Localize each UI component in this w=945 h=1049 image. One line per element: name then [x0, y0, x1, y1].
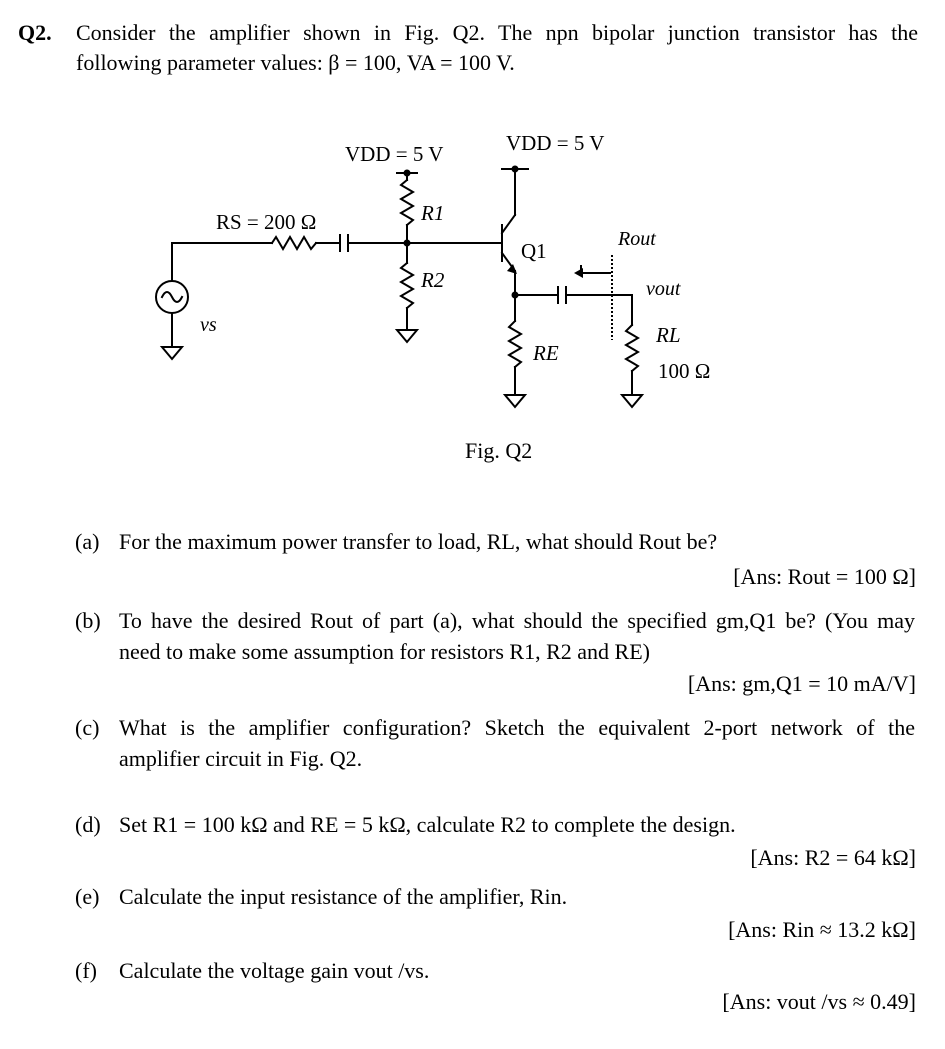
part-c-line-2: amplifier circuit in Fig. Q2.: [119, 746, 363, 771]
re-resistor-icon: [509, 321, 521, 367]
rl-resistor-icon: [626, 325, 638, 371]
part-c-label: (c): [75, 715, 100, 740]
part-b-answer: [Ans: gm,Q1 = 10 mA/V]: [687, 671, 916, 696]
part-e-label: (e): [75, 884, 100, 909]
emitter-arrowhead: [507, 264, 517, 274]
vdd2-label: VDD = 5 V: [506, 131, 605, 155]
ground-icon-re: [505, 395, 525, 407]
r1-resistor-icon: [401, 180, 413, 225]
rout-label: Rout: [618, 228, 656, 250]
vout-label: vout: [646, 278, 681, 300]
part-e-text: Calculate the input resistance of the amplifier, Rin.: [119, 884, 568, 909]
r2-resistor-icon: [401, 263, 413, 308]
question-text: [76, 18, 918, 78]
ground-icon-r2: [397, 330, 417, 342]
vs-label: vs: [200, 314, 217, 336]
part-f-answer: [Ans: vout /vs ≈ 0.49]: [722, 989, 916, 1014]
part-b-line-1: To have the desired Rout of part (a), what should the specified gm,Q1 be? (You may: [119, 608, 915, 633]
q1-label: Q1: [521, 239, 547, 263]
source-wave: [162, 292, 182, 302]
r1-label: R1: [421, 201, 445, 225]
node-dot-vdd2: [512, 166, 519, 173]
question-line-2: following parameter values: β = 100, VA = 100 V.: [76, 50, 515, 75]
part-d-answer: [Ans: R2 = 64 kΩ]: [750, 845, 916, 870]
ground-icon-rl: [622, 395, 642, 407]
collector-stub: [502, 215, 515, 233]
part-e-answer: [Ans: Rin ≈ 13.2 kΩ]: [728, 917, 916, 942]
part-b-label: (b): [75, 608, 101, 633]
part-f-text: Calculate the voltage gain vout /vs.: [119, 958, 430, 983]
rout-arrowhead: [574, 268, 583, 278]
question-line-1: Consider the amplifier shown in Fig. Q2. The npn bipolar junction transistor has the: [76, 20, 918, 45]
part-f-label: (f): [75, 958, 97, 983]
part-c-line-1: What is the amplifier configuration? Sketch the equivalent 2-port network of the: [119, 715, 915, 740]
rl-value: 100 Ω: [658, 359, 711, 383]
vdd1-label: VDD = 5 V: [345, 142, 444, 166]
figure-caption: Fig. Q2: [465, 438, 533, 463]
part-a-label: (a): [75, 529, 100, 554]
part-a-text: For the maximum power transfer to load, RL, what should Rout be?: [119, 529, 718, 554]
rs-label: RS = 200 Ω: [216, 210, 317, 234]
circuit-diagram: [140, 125, 711, 470]
node-dot-base: [404, 240, 411, 247]
part-a-answer: [Ans: Rout = 100 Ω]: [733, 564, 916, 589]
node-dot-emitter: [512, 292, 519, 299]
part-b-line-2: need to make some assumption for resistors R1, R2 and RE): [119, 639, 650, 664]
question-number: Q2.: [18, 20, 52, 45]
rs-resistor-icon: [272, 237, 316, 249]
part-d-text: Set R1 = 100 kΩ and RE = 5 kΩ, calculate R2 to complete the design.: [119, 812, 736, 837]
part-d-label: (d): [75, 812, 101, 837]
r2-label: R2: [421, 268, 445, 292]
re-label: RE: [533, 341, 559, 365]
node-dot-vdd1: [404, 170, 411, 177]
ground-icon-source: [162, 347, 182, 359]
rl-label: RL: [656, 323, 681, 347]
